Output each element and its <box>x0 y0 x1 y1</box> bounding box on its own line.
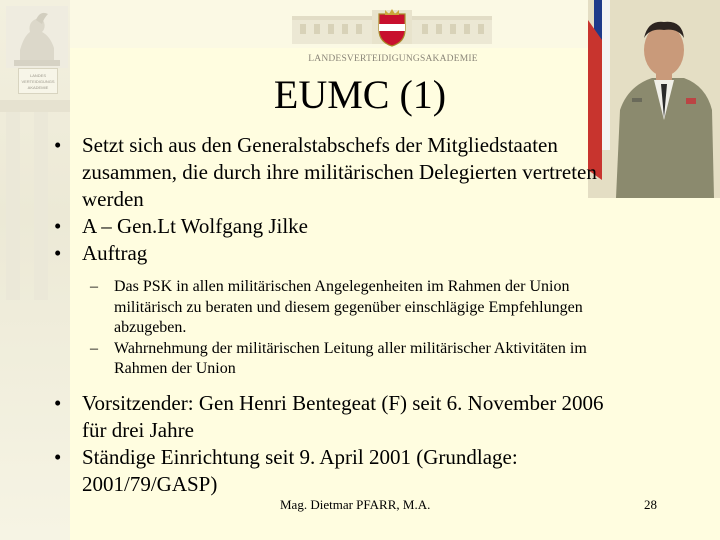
bullet-text: Vorsitzender: Gen Henri Bentegeat (F) seit 6. November 2006 für drei Jahre <box>82 390 604 442</box>
bullet-glyph: • <box>54 214 62 238</box>
bullet-glyph: • <box>54 241 62 265</box>
dash-glyph: – <box>90 339 98 357</box>
austrian-crest-icon <box>375 8 409 48</box>
left-sign <box>18 68 58 94</box>
footer-author: Mag. Dietmar PFARR, M.A. <box>280 497 431 512</box>
bullet-list <box>54 132 614 498</box>
sub-bullet-list <box>54 277 614 380</box>
bullet-item <box>54 390 614 444</box>
page-number: 28 <box>644 497 657 512</box>
bullet-text: Setzt sich aus den Generalstabschefs der Mitgliedstaaten zusammen, die durch ihre militärischen Delegierten vertreten werden <box>82 133 597 211</box>
bullet-text: Ständige Einrichtung seit 9. April 2001 (Grundlage: 2001/79/GASP) <box>82 444 518 496</box>
bullet-text: A – Gen.Lt Wolfgang Jilke <box>82 214 308 238</box>
bullet-glyph: • <box>54 133 62 157</box>
statue-image <box>6 6 68 68</box>
bullet-item <box>54 213 614 240</box>
bullet-glyph: • <box>54 390 62 415</box>
bullet-item <box>54 132 614 213</box>
dash-glyph: – <box>90 278 98 295</box>
sub-bullet-item <box>54 339 614 380</box>
left-sign-text: LANDES VERTEIDIGUNGS AKADEMIE <box>21 73 55 90</box>
bullet-item <box>54 444 614 498</box>
bullet-glyph: • <box>54 444 62 469</box>
bullet-item <box>54 240 614 267</box>
sub-bullet-item <box>54 277 614 339</box>
sub-bullet-text: Wahrnehmung der militärischen Leitung aller militärischer Aktivitäten im Rahmen der Union <box>114 339 587 377</box>
bullet-text: Auftrag <box>82 241 148 265</box>
academy-name: LANDESVERTEIDIGUNGSAKADEMIE <box>308 54 478 64</box>
sub-bullet-text: Das PSK in allen militärischen Angelegenheiten im Rahmen der Union militärisch zu beraten und diesem gegenüber einschlägige Empfehlungen abzugeben. <box>114 278 583 336</box>
slide-title: EUMC (1) <box>273 72 447 117</box>
